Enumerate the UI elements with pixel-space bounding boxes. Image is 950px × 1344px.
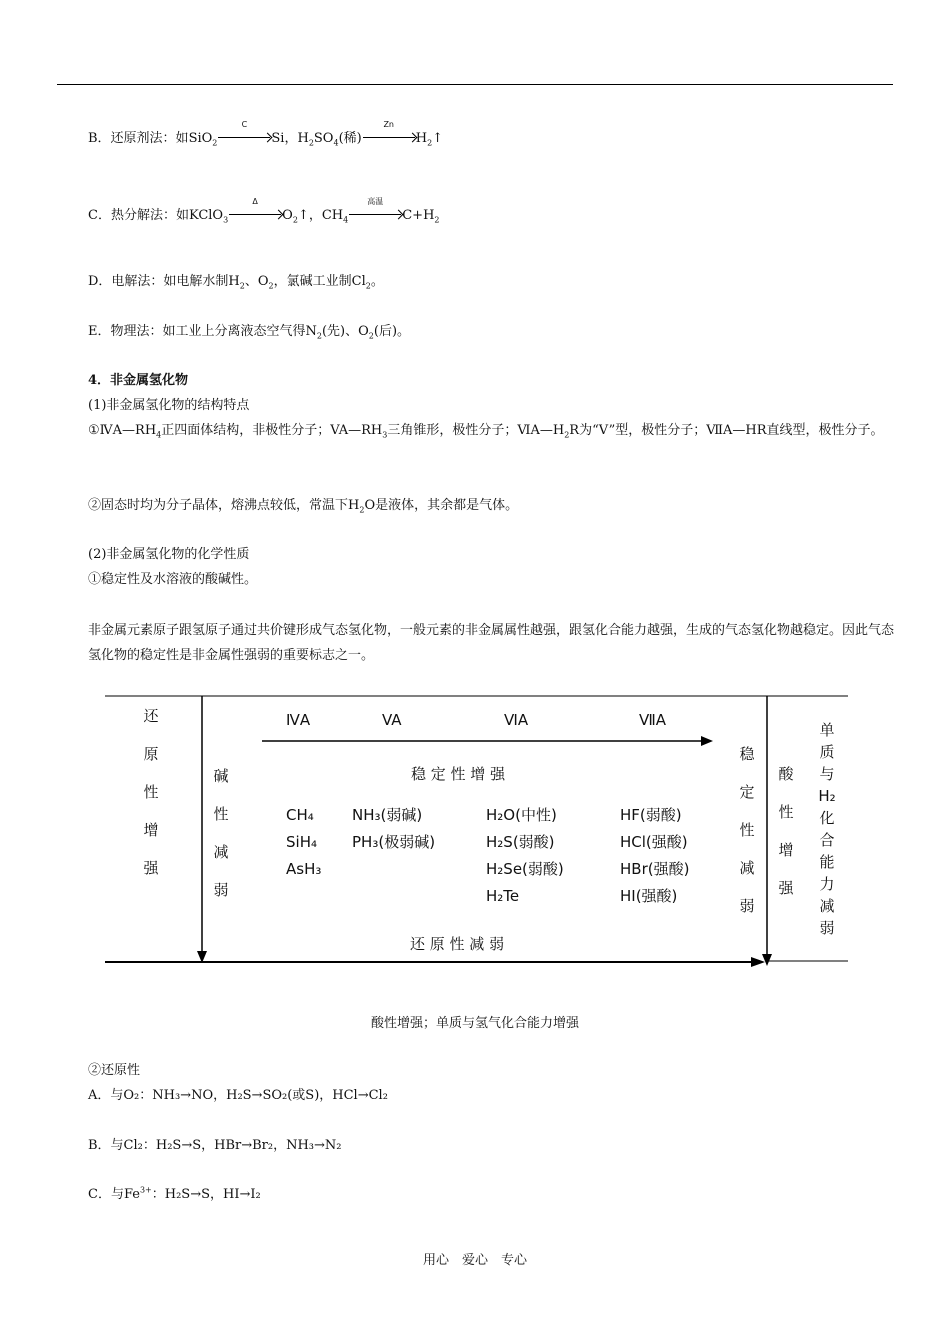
acid-label-char: 增 xyxy=(778,841,794,859)
col-via xyxy=(486,802,564,910)
col-viia xyxy=(620,802,689,910)
acid-label-char: 酸 xyxy=(778,765,794,783)
acid-label-char: 强 xyxy=(778,879,794,897)
reduc-c-pre: C．与Fe xyxy=(88,1187,140,1202)
col-iva xyxy=(286,802,321,883)
item1-b-sub: 3 xyxy=(382,430,388,440)
hydride-item: HI(强酸) xyxy=(620,887,678,905)
reducibility-item-c xyxy=(88,1186,261,1204)
e-sub1: 2 xyxy=(316,331,322,341)
subsection-properties: (2)非金属氢化物的化学性质 xyxy=(88,547,250,562)
stability-paragraph: 非金属元素原子跟氢原子通过共价键形成气态氢化物，一般元素的非金属属性越强，跟氢化合能力越强，生成的气态氢化物越稳定。因此气态氢化物的稳定性是非金属性强弱的重要标志之一。 xyxy=(88,623,895,663)
d-text2: 、O xyxy=(244,274,269,289)
b-r1-product: Si， xyxy=(271,131,298,146)
c-r2-reactant: CH xyxy=(321,208,344,223)
method-d-line xyxy=(88,273,384,291)
method-c-line xyxy=(88,197,440,225)
hydride-item: PH₃(极弱碱) xyxy=(352,833,436,851)
item1-b: 正四面体结构，非极性分子；VA—RH xyxy=(161,423,383,438)
hydride-item: H₂S(弱酸) xyxy=(486,833,555,851)
left-label-reducibility-increase xyxy=(141,697,161,887)
hydride-item: AsH₃ xyxy=(286,860,322,878)
b-r2-reactant-pre: H xyxy=(297,131,309,146)
diagram-caption: 酸性增强；单质与氢气化合能力增强 xyxy=(370,1016,579,1031)
c-r2-reactant-sub: 4 xyxy=(343,215,349,225)
b-r2-condition: Zn xyxy=(383,120,395,129)
b-r2-product-post: ↑ xyxy=(432,131,444,146)
reaction-arrow xyxy=(349,197,401,225)
b-r1-reactant: SiO xyxy=(188,131,213,146)
left-label-char: 性 xyxy=(143,783,159,801)
c-r1-reactant: KClO xyxy=(188,208,224,223)
item1-c-sub: 2 xyxy=(564,430,570,440)
acid-label-char: 性 xyxy=(778,803,794,821)
stab-label-char: 稳 xyxy=(739,745,755,763)
reduc-c-sup: 3+ xyxy=(139,1185,152,1195)
item1-d: R为“V”型，极性分子；ⅦA—HR直线型，极性分子。 xyxy=(569,423,884,438)
right-label-char: 质 xyxy=(819,743,835,761)
c-r1-product-post: ↑， xyxy=(297,208,322,223)
item1-c: 三角锥形，极性分子；ⅥA—H xyxy=(387,423,565,438)
item2-b: O是液体，其余都是气体。 xyxy=(364,498,519,513)
base-label-char: 碱 xyxy=(213,767,229,785)
item1-a: ①ⅣA—RH xyxy=(88,423,157,438)
left-label-char: 还 xyxy=(143,707,159,725)
d-text1: D．电解法：如电解水制H xyxy=(88,274,240,289)
d-sub1: 2 xyxy=(239,281,245,291)
c-r1-product-sub: 2 xyxy=(292,215,298,225)
hydride-item: SiH₄ xyxy=(286,833,317,851)
right-label-char: 合 xyxy=(819,831,835,849)
d-sub2: 2 xyxy=(268,281,274,291)
hydride-item: H₂O(中性) xyxy=(486,806,557,824)
c-r1-condition: Δ xyxy=(252,197,258,206)
b-r2-product-sub: 2 xyxy=(427,138,433,148)
c-r2-product: C+H xyxy=(402,208,435,223)
right-label-char: 化 xyxy=(819,809,835,827)
right-label-char: H₂ xyxy=(818,787,836,805)
d-text4: 。 xyxy=(370,274,384,289)
hydride-item: HBr(强酸) xyxy=(620,860,690,878)
acidity-increase-label xyxy=(776,755,796,907)
stability-increase-label: 稳 定 性 增 强 xyxy=(411,765,506,783)
e-sub2: 2 xyxy=(368,331,374,341)
header-rule xyxy=(57,84,893,85)
group-via-header: ⅥA xyxy=(504,711,529,729)
right-label-char: 弱 xyxy=(819,919,835,937)
reducibility-decrease-label: 还 原 性 减 弱 xyxy=(410,935,505,953)
base-label-char: 减 xyxy=(213,843,229,861)
e-text1: E．物理法：如工业上分离液态空气得N xyxy=(88,324,317,339)
base-label-char: 性 xyxy=(213,805,229,823)
left-label-char: 增 xyxy=(143,821,159,839)
reduc-c-post: ：H₂S→S，HI→I₂ xyxy=(151,1187,261,1202)
reaction-arrow xyxy=(218,120,270,148)
method-b-line xyxy=(88,120,444,148)
b-r2-sub1: 2 xyxy=(308,138,314,148)
reducibility-title: ②还原性 xyxy=(88,1063,141,1078)
d-text3: ，氯碱工业制Cl xyxy=(273,274,366,289)
b-r2-sub2: 4 xyxy=(333,138,339,148)
section-heading: 4．非金属氢化物 xyxy=(88,373,189,388)
base-label-char: 弱 xyxy=(213,881,229,899)
hydride-item: CH₄ xyxy=(286,806,314,824)
group-va-header: VA xyxy=(382,711,402,729)
group-viia-header: ⅦA xyxy=(639,711,667,729)
stability-decrease-label xyxy=(737,735,757,925)
reducibility-item-a: A．与O₂：NH₃→NO，H₂S→SO₂(或S)，HCl→Cl₂ xyxy=(88,1088,388,1103)
c-r2-product-sub: 2 xyxy=(434,215,440,225)
left-label-char: 原 xyxy=(143,745,159,763)
b-r2-product: H xyxy=(415,131,428,146)
method-b-label: B．还原剂法：如 xyxy=(88,131,189,146)
e-text3: (后)。 xyxy=(373,324,411,339)
page-footer: 用心 爱心 专心 xyxy=(422,1253,527,1268)
structure-item-1 xyxy=(88,418,894,443)
hydride-trend-diagram xyxy=(105,695,850,970)
stab-label-char: 减 xyxy=(739,859,755,877)
hydride-item: H₂Se(弱酸) xyxy=(486,860,564,878)
properties-item-1: ①稳定性及水溶液的酸碱性。 xyxy=(88,572,258,587)
left-label-char: 强 xyxy=(143,859,159,877)
b-r1-condition: C xyxy=(241,120,248,129)
hydride-item: NH₃(弱碱) xyxy=(352,806,423,824)
right-label-char: 与 xyxy=(819,765,835,783)
reaction-arrow xyxy=(363,120,415,148)
c-r1-product: O xyxy=(282,208,293,223)
right-label-char: 能 xyxy=(819,853,835,871)
structure-item-2 xyxy=(88,497,518,515)
col-va xyxy=(352,802,435,856)
stab-label-char: 性 xyxy=(739,821,755,839)
subsection-structure: (1)非金属氢化物的结构特点 xyxy=(88,398,250,413)
reaction-arrow xyxy=(229,197,281,225)
item2-a: ②固态时均为分子晶体，熔沸点较低，常温下H xyxy=(88,498,360,513)
hydride-item: HCl(强酸) xyxy=(620,833,688,851)
d-sub3: 2 xyxy=(365,281,371,291)
reducibility-item-b: B．与Cl₂：H₂S→S，HBr→Br₂，NH₃→N₂ xyxy=(88,1138,342,1153)
hydride-item: HF(弱酸) xyxy=(620,806,682,824)
item1-a-sub: 4 xyxy=(156,430,162,440)
c-r2-condition: 高温 xyxy=(367,197,384,206)
group-iva-header: ⅣA xyxy=(286,711,311,729)
e-text2: (先)、O xyxy=(321,324,369,339)
c-r1-reactant-sub: 3 xyxy=(223,215,229,225)
b-r2-reactant-mid: SO xyxy=(313,131,334,146)
item2-a-sub: 2 xyxy=(359,505,365,515)
right-label-char: 减 xyxy=(819,897,835,915)
hydride-item: H₂Te xyxy=(486,887,520,905)
method-c-label: C．热分解法：如 xyxy=(88,208,189,223)
right-label-char: 单 xyxy=(819,721,835,739)
method-e-line xyxy=(88,323,410,341)
right-label-combination-decrease xyxy=(816,719,838,939)
stab-label-char: 弱 xyxy=(739,897,755,915)
b-r1-reactant-sub: 2 xyxy=(212,138,218,148)
right-label-char: 力 xyxy=(819,875,835,893)
b-r2-reactant-post: (稀) xyxy=(338,131,362,146)
stab-label-char: 定 xyxy=(739,783,755,801)
base-label-basicity-decrease xyxy=(211,757,231,909)
